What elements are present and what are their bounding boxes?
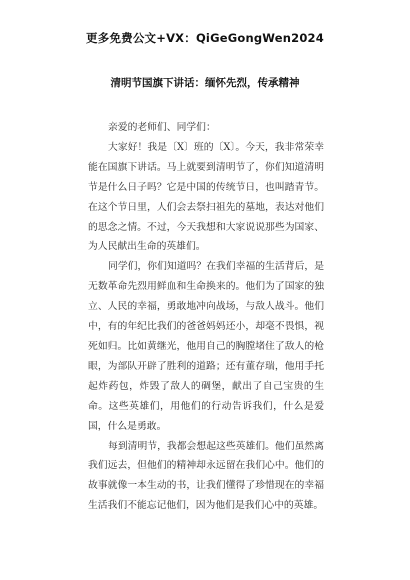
paragraph-3: 每到清明节，我都会想起这些英雄们。他们虽然离我们远去，但他们的精神却永远留在我们心中。他们的故事就像一本生动的书，让我们懂得了珍惜现在的幸福生活我们不能忘记他们，因为他们是我们心中的英雄。 bbox=[88, 440, 324, 512]
paragraph-2: 同学们，你们知道吗？在我们幸福的生活背后，是无数革命先烈用鲜血和生命换来的。他们为了国家的独立、人民的幸福，勇敢地冲向战场，与敌人战斗。他们中，有的年纪比我们的爸爸妈妈还小，却毫不畏惧，视死如归。比如黄继光，他用自己的胸膛堵住了敌人的枪眼，为部队开辟了胜利的道路；还有董存瑞，他用手托起炸药包，炸毁了敌人的碉堡，献出了自己宝贵的生命。这些英雄们，用他们的行动告诉我们，什么是爱国，什么是勇敢。 bbox=[88, 261, 324, 432]
header-watermark: 更多免费公文+VX：QiGeGongWen2024 bbox=[86, 31, 324, 45]
paragraph-1: 大家好！我是〔X〕班的〔X〕。今天，我非常荣幸能在国旗下讲话。马上就要到清明节了，你们知道清明节是什么日子吗？它是中国的传统节日，也叫踏青节。在这个节日里，人们会去祭扫祖先的墓地，表达对他们的思念之情。不过，今天我想和大家说说那些为国家、为人民献出生命的英雄们。 bbox=[88, 141, 324, 253]
salutation: 亲爱的老师们、同学们： bbox=[108, 122, 216, 133]
document-body bbox=[88, 118, 324, 516]
document-title: 清明节国旗下讲话：缅怀先烈，传承精神 bbox=[110, 77, 300, 89]
